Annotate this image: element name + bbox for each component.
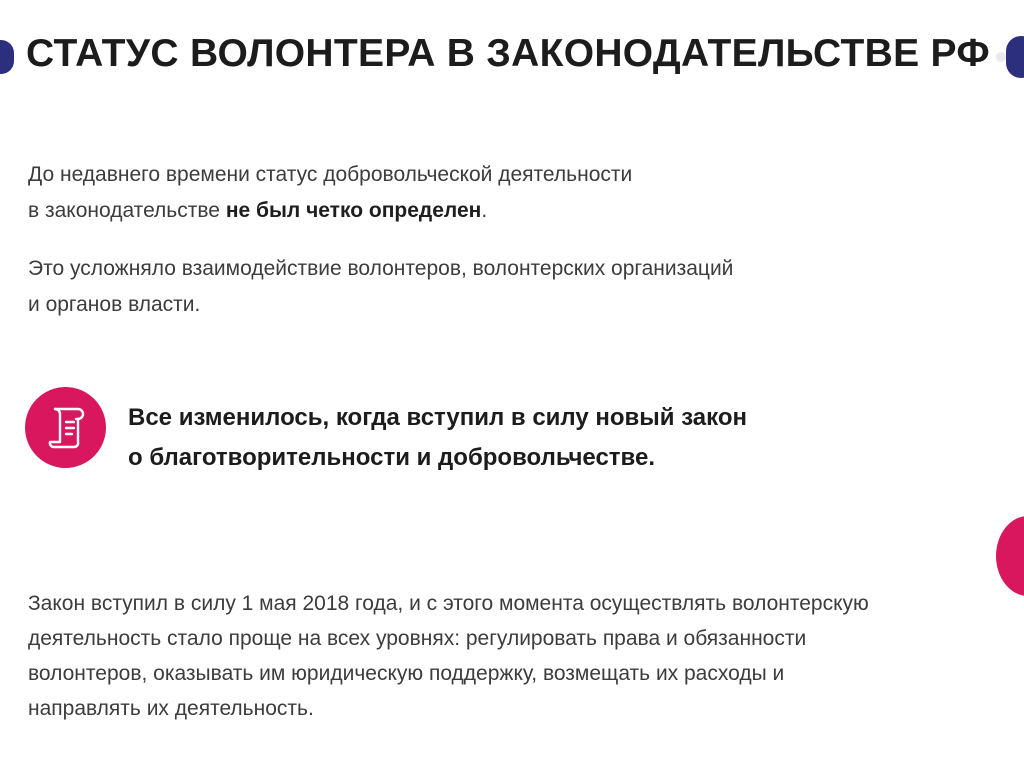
- right-decor-dot: [996, 52, 1006, 62]
- complication-paragraph: [28, 251, 888, 323]
- highlight-line-1: Все изменилось, когда вступил в силу новый закон: [128, 404, 748, 431]
- outcome-line-2: деятельность стало проще на всех уровнях: регулировать права и обязанности: [28, 627, 807, 650]
- intro-line-2-prefix: в законодательстве: [28, 199, 226, 222]
- outcome-line-1: Закон вступил в силу 1 мая 2018 года, и с этого момента осуществлять волонтерскую: [28, 592, 869, 615]
- outcome-line-3: волонтеров, оказывать им юридическую поддержку, возмещать их расходы и: [28, 662, 785, 685]
- highlight-line-2: о благотворительности и добровольчестве.: [128, 444, 655, 471]
- right-decor-circle: [996, 516, 1024, 596]
- complication-line-1: Это усложняло взаимодействие волонтеров, волонтерских организаций: [28, 257, 734, 280]
- scroll-icon: [25, 387, 106, 468]
- intro-line-2-suffix: .: [481, 199, 488, 222]
- slide-title: СТАТУС ВОЛОНТЕРА В ЗАКОНОДАТЕЛЬСТВЕ РФ: [26, 32, 990, 75]
- left-decor-pill: [0, 40, 14, 74]
- intro-line-2-bold: не был четко определен: [225, 199, 482, 222]
- intro-paragraph: [28, 157, 788, 229]
- outcome-paragraph: [28, 586, 988, 726]
- complication-line-2: и органов власти.: [28, 293, 201, 316]
- highlight-text: [128, 398, 888, 478]
- outcome-line-4: направлять их деятельность.: [28, 697, 314, 720]
- intro-line-1: До недавнего времени статус добровольческой деятельности: [28, 163, 633, 186]
- right-decor-pill: [1006, 36, 1024, 78]
